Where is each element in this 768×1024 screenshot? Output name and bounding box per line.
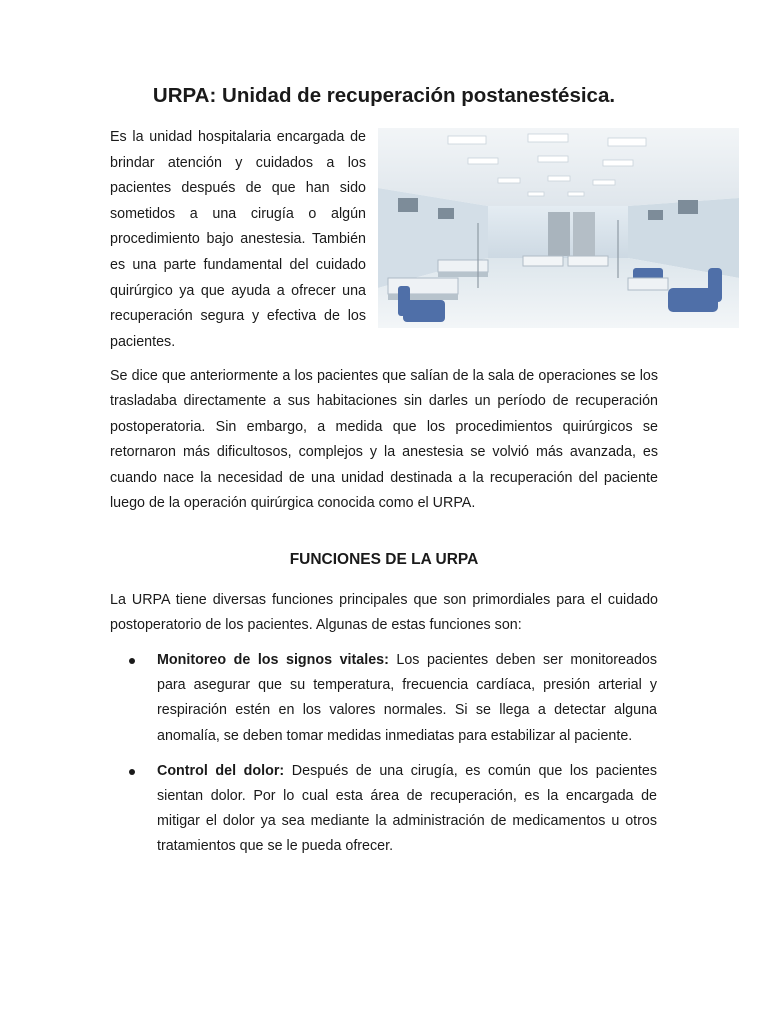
function-description: Los pacientes deben ser monitoreados para asegurar que su temperatura, frecuencia cardíaca, presión arterial y respiración estén en los valores normales. Si se llega a detectar alguna anomalía, se deben tomar medidas inmediatas para estabilizar al paciente. [157,652,657,744]
bullet-icon [129,769,135,775]
list-item [0,648,768,749]
function-text [157,759,657,860]
functions-intro-paragraph: La URPA tiene diversas funciones principales que son primordiales para el cuidado postoperatorio de los pacientes. Algunas de estas funciones son: [110,592,658,634]
intro-paragraph: Es la unidad hospitalaria encargada de brindar atención y cuidados a los pacientes después de que han sido sometidos a una cirugía o algún procedimiento bajo anestesia. También es una parte fundamental del cuidado quirúrgico ya que ayuda a ofrecer una recuperación segura y efectiva de los pacientes. [110,129,366,350]
hospital-recovery-ward-photo [378,128,739,328]
page-title: URPA: Unidad de recuperación postanestésica. [152,84,616,107]
functions-list [0,648,768,870]
function-description: Después de una cirugía, es común que los pacientes sientan dolor. Por lo cual esta área de recuperación, es la encargada de mitigar el dolor ya sea mediante la administración de medicamentos u otros tratamientos que se le pueda ofrecer. [157,762,658,855]
history-paragraph: Se dice que anteriormente a los pacientes que salían de la sala de operaciones se los trasladaba directamente a sus habitaciones sin darles un período de recuperación postoperatoria. Sin embargo, a medida que los procedimientos quirúrgicos se retornaron más dificultosos, complejos y la anestesia se volvió más avanzada, es cuando nace la necesidad de una unidad destinada a la recuperación del paciente luego de la operación quirúrgica conocida como el URPA. [110,368,658,512]
function-text [157,648,657,749]
section-heading: FUNCIONES DE LA URPA [289,551,479,568]
function-label: Control del dolor: [157,762,285,779]
bullet-icon [129,658,135,664]
list-item [0,759,768,860]
function-label: Monitoreo de los signos vitales: [157,652,389,668]
